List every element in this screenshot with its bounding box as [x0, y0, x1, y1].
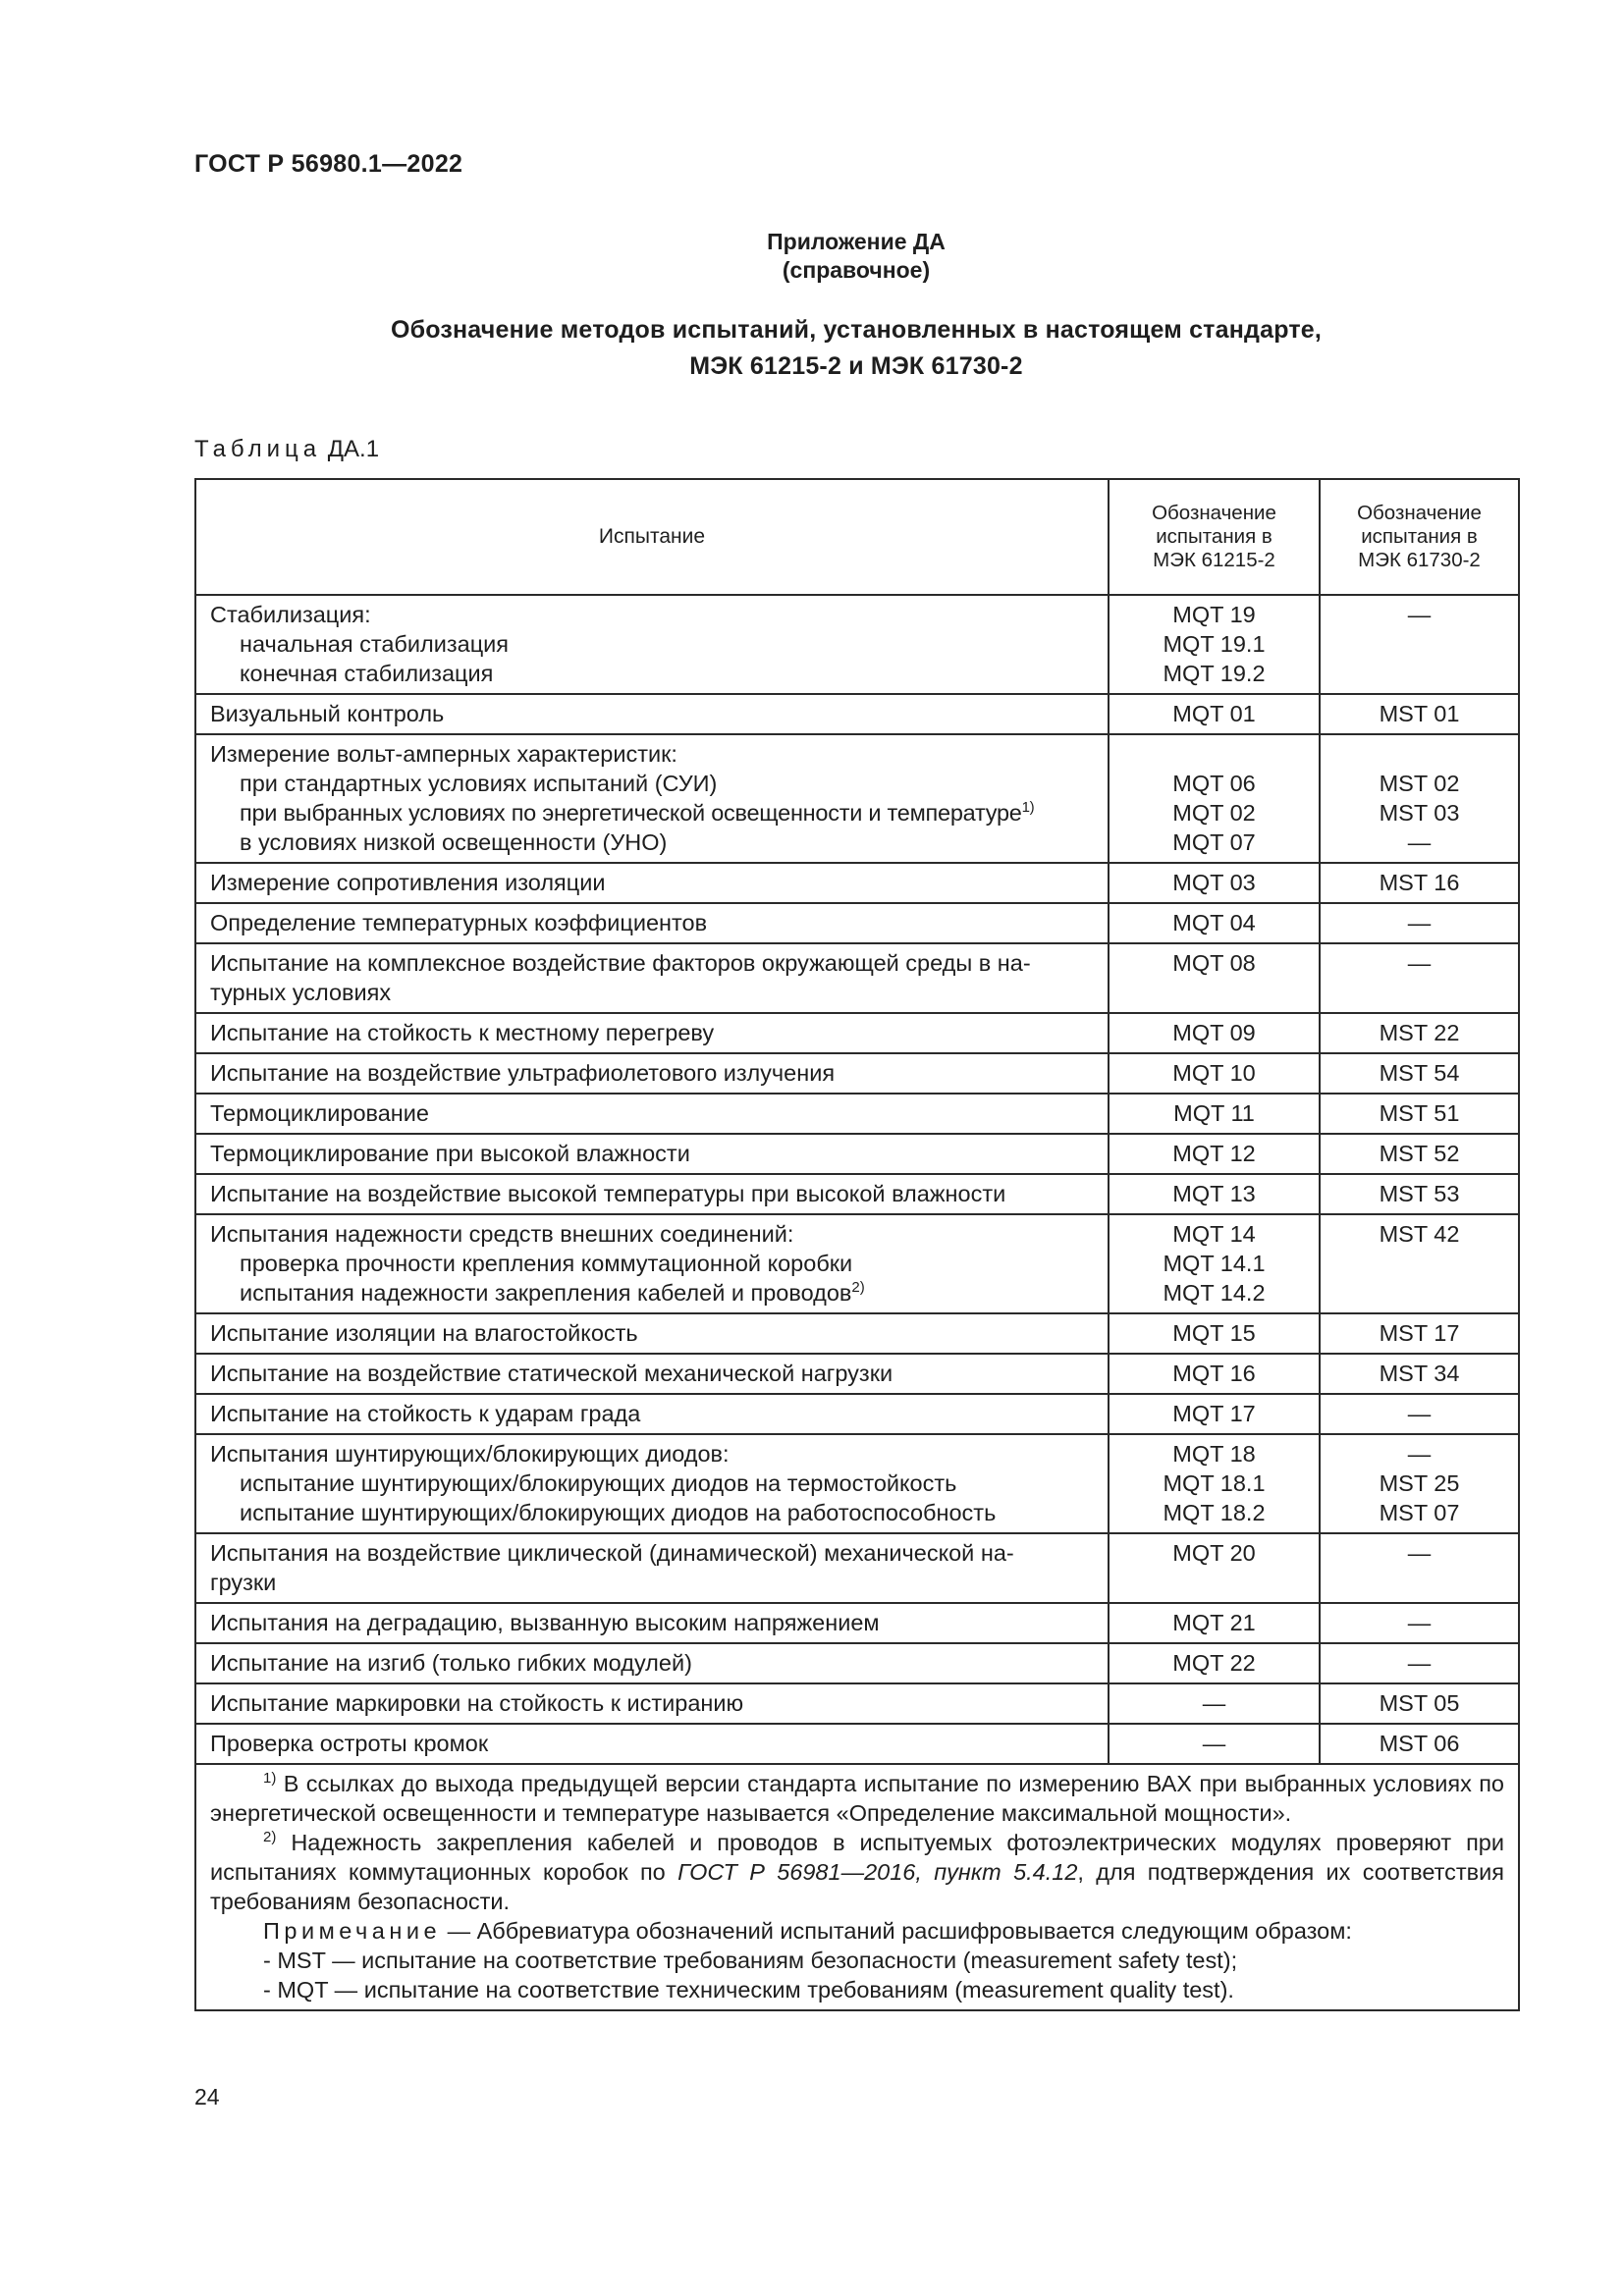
mst-code-cell: MST 42: [1320, 1214, 1519, 1313]
table-row: [195, 694, 1519, 734]
page-number: 24: [194, 2084, 220, 2109]
table-note: Примечание — Аббревиатура обозначений испытаний расшифровывается следующим образом:: [263, 1918, 1352, 1944]
test-name-cell: Испытания шунтирующих/блокирующих диодов: испытание шунтирующих/блокирующих диодов на термостойкость испытание шунтирующих/блокирующих диодов на работоспособность: [195, 1434, 1109, 1533]
mst-code-cell: — MST 25 MST 07: [1320, 1434, 1519, 1533]
mst-code-cell: —: [1320, 1533, 1519, 1603]
footnote-mark: 2): [851, 1279, 865, 1297]
test-name-cell: Испытание на стойкость к ударам града: [195, 1394, 1109, 1434]
mst-code-cell: MST 02 MST 03 —: [1320, 734, 1519, 863]
mst-code-cell: —: [1320, 595, 1519, 694]
test-name-cell: Испытания на деградацию, вызванную высоким напряжением: [195, 1603, 1109, 1643]
mqt-code-cell: —: [1109, 1724, 1320, 1764]
footnote-2-reference: ГОСТ Р 56981—2016, пункт 5.4.12: [677, 1859, 1078, 1885]
mst-code-cell: —: [1320, 903, 1519, 943]
test-name-cell: Визуальный контроль: [195, 694, 1109, 734]
annex-status: (справочное): [782, 257, 931, 283]
table-row: [195, 1683, 1519, 1724]
test-name-cell: Испытание на воздействие высокой температуры при высокой влажности: [195, 1174, 1109, 1214]
test-name-cell: Стабилизация: начальная стабилизация конечная стабилизация: [195, 595, 1109, 694]
test-name-cell: Измерение вольт-амперных характеристик: при стандартных условиях испытаний (СУИ) при выбранных условиях по энергетической освещенности и температуре$^{1)}$ в условиях низкой освещенности (УНО): [195, 734, 1109, 863]
mqt-code-cell: MQT 22: [1109, 1643, 1320, 1683]
mqt-code-cell: MQT 21: [1109, 1603, 1320, 1643]
mqt-code-cell: MQT 20: [1109, 1533, 1320, 1603]
test-name-cell: Испытание на изгиб (только гибких модулей): [195, 1643, 1109, 1683]
table-row: [195, 1174, 1519, 1214]
mst-code-cell: —: [1320, 943, 1519, 1013]
test-name-cell: Термоциклирование: [195, 1094, 1109, 1134]
table-row: [195, 903, 1519, 943]
mqt-code-cell: MQT 18 MQT 18.1 MQT 18.2: [1109, 1434, 1320, 1533]
table-row: [195, 943, 1519, 1013]
mqt-code-cell: MQT 14 MQT 14.1 MQT 14.2: [1109, 1214, 1320, 1313]
footnote-2: $^{2)}$ Надежность закрепления кабелей и проводов в испытуемых фотоэлектрических модулях проверяют при испытаниях коммутационных коробок по ГОСТ Р 56981—2016, пункт 5.4.12, для подтверждения их соответствия требованиям безопасности.: [210, 1829, 1505, 1914]
note-mst: - MST — испытание на соответствие требованиям безопасности (measurement safety test);: [263, 1948, 1238, 1973]
mst-code-cell: —: [1320, 1643, 1519, 1683]
mqt-code-cell: MQT 06 MQT 02 MQT 07: [1109, 734, 1320, 863]
mqt-code-cell: MQT 11: [1109, 1094, 1320, 1134]
test-name-cell: Испытание маркировки на стойкость к истиранию: [195, 1683, 1109, 1724]
test-name-cell: Термоциклирование при высокой влажности: [195, 1134, 1109, 1174]
table-row: [195, 1094, 1519, 1134]
table-footnotes: [195, 1764, 1519, 2010]
annex-title: Приложение ДА: [767, 229, 946, 254]
test-name-cell: Проверка остроты кромок: [195, 1724, 1109, 1764]
table-row: [195, 1603, 1519, 1643]
mqt-code-cell: —: [1109, 1683, 1320, 1724]
table-row: [195, 1013, 1519, 1053]
test-name-cell: Испытание на воздействие ультрафиолетового излучения: [195, 1053, 1109, 1094]
mqt-code-cell: MQT 15: [1109, 1313, 1320, 1354]
mst-code-cell: MST 34: [1320, 1354, 1519, 1394]
header-test: Испытание: [195, 479, 1109, 595]
table-row: [195, 1533, 1519, 1603]
mqt-code-cell: MQT 17: [1109, 1394, 1320, 1434]
footnote-1: $^{1)}$ В ссылках до выхода предыдущей версии стандарта испытание по измерению ВАХ при выбранных условиях по энергетической освещенности и температуре называется «Определение максимальной мощности».: [210, 1770, 1504, 1826]
test-name-cell: Испытание на стойкость к местному перегреву: [195, 1013, 1109, 1053]
test-methods-table: [194, 478, 1520, 2011]
annex-header: [194, 228, 1518, 285]
mqt-code-cell: MQT 13: [1109, 1174, 1320, 1214]
mqt-code-cell: MQT 04: [1109, 903, 1320, 943]
table-header-row: [195, 479, 1519, 595]
table-row: [195, 595, 1519, 694]
header-iec61215: Обозначение испытания в МЭК 61215-2: [1109, 479, 1320, 595]
test-name-cell: Определение температурных коэффициентов: [195, 903, 1109, 943]
header-iec61730: Обозначение испытания в МЭК 61730-2: [1320, 479, 1519, 595]
mst-code-cell: MST 05: [1320, 1683, 1519, 1724]
annex-heading-line-2: МЭК 61215-2 и МЭК 61730-2: [689, 352, 1023, 380]
test-name-cell: Испытания надежности средств внешних соединений: проверка прочности крепления коммутационной коробки испытания надежности закрепления кабелей и проводов$^{2)}$: [195, 1214, 1109, 1313]
table-row: [195, 1354, 1519, 1394]
mst-code-cell: MST 51: [1320, 1094, 1519, 1134]
test-name-cell: Измерение сопротивления изоляции: [195, 863, 1109, 903]
note-mqt: - MQT — испытание на соответствие техническим требованиям (measurement quality test).: [263, 1977, 1234, 2002]
annex-heading: [194, 312, 1518, 385]
mst-code-cell: MST 16: [1320, 863, 1519, 903]
table-row: [195, 1724, 1519, 1764]
mqt-code-cell: MQT 01: [1109, 694, 1320, 734]
test-name-cell: Испытание на воздействие статической механической нагрузки: [195, 1354, 1109, 1394]
table-row: [195, 1053, 1519, 1094]
table-row: [195, 1313, 1519, 1354]
test-name-cell: Испытание изоляции на влагостойкость: [195, 1313, 1109, 1354]
annex-heading-line-1: Обозначение методов испытаний, установленных в настоящем стандарте,: [390, 316, 1323, 344]
mst-code-cell: MST 52: [1320, 1134, 1519, 1174]
table-row: [195, 1434, 1519, 1533]
mqt-code-cell: MQT 03: [1109, 863, 1320, 903]
table-row: [195, 1134, 1519, 1174]
standard-code: ГОСТ Р 56980.1—2022: [194, 150, 463, 178]
table-caption-number: ДА.1: [327, 436, 380, 462]
mst-code-cell: MST 53: [1320, 1174, 1519, 1214]
table-row: [195, 863, 1519, 903]
mst-code-cell: MST 17: [1320, 1313, 1519, 1354]
table-caption-word: Таблица: [194, 436, 322, 462]
mst-code-cell: —: [1320, 1394, 1519, 1434]
table-row: [195, 734, 1519, 863]
mqt-code-cell: MQT 09: [1109, 1013, 1320, 1053]
mqt-code-cell: MQT 16: [1109, 1354, 1320, 1394]
mqt-code-cell: MQT 10: [1109, 1053, 1320, 1094]
test-name-cell: Испытания на воздействие циклической (динамической) механической на- грузки: [195, 1533, 1109, 1603]
table-row: [195, 1394, 1519, 1434]
table-caption: [194, 436, 379, 463]
mst-code-cell: MST 01: [1320, 694, 1519, 734]
mst-code-cell: MST 54: [1320, 1053, 1519, 1094]
mst-code-cell: MST 06: [1320, 1724, 1519, 1764]
mqt-code-cell: MQT 12: [1109, 1134, 1320, 1174]
mst-code-cell: MST 22: [1320, 1013, 1519, 1053]
test-name-cell: Испытание на комплексное воздействие факторов окружающей среды в на- турных условиях: [195, 943, 1109, 1013]
mst-code-cell: —: [1320, 1603, 1519, 1643]
mqt-code-cell: MQT 19 MQT 19.1 MQT 19.2: [1109, 595, 1320, 694]
table-footnotes-row: [195, 1764, 1519, 2010]
table-row: [195, 1643, 1519, 1683]
table-row: [195, 1214, 1519, 1313]
mqt-code-cell: MQT 08: [1109, 943, 1320, 1013]
footnote-mark: 1): [1021, 799, 1035, 817]
